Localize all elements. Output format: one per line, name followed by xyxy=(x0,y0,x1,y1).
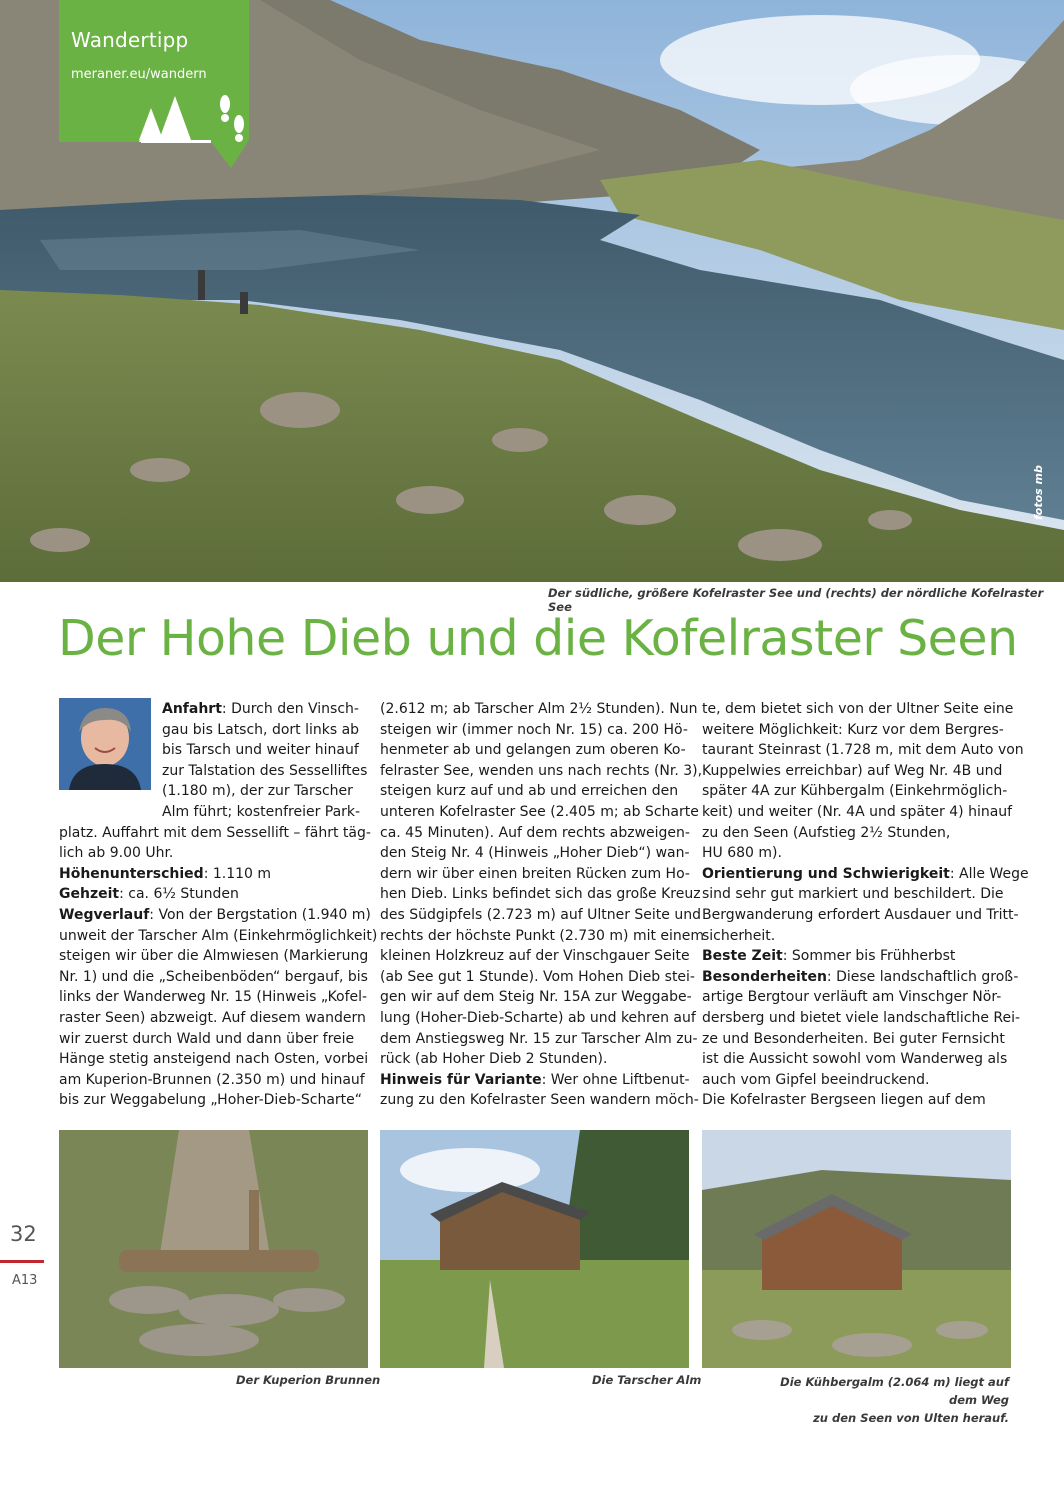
page-issue: A13 xyxy=(12,1273,38,1288)
label-orientierung: Orientierung und Schwierigkeit xyxy=(702,865,950,882)
badge-shape xyxy=(59,0,249,170)
photo-caption-3: Die Kühbergalm (2.064 m) liegt auf dem Weg zu den Seen von Ulten herauf. xyxy=(780,1375,1009,1425)
photo-kuehbergalm xyxy=(702,1130,1011,1368)
label-anfahrt: Anfahrt xyxy=(162,701,222,717)
label-gehzeit: Gehzeit xyxy=(59,886,120,903)
wandertipp-badge xyxy=(59,0,249,170)
badge-url[interactable]: meraner.eu/wandern xyxy=(71,67,207,82)
article-column-2: (2.612 m; ab Tarscher Alm 2½ Stunden). Nun steigen wir (immer noch Nr. 15) ca. 200 Hö- henmeter ab und gelangen zum oberen Ko- felraster See, wenden uns nach rechts (Nr. 3), steigen kurz auf und ab und erreichen den unteren Kofelraster See (2.405 m; ab Scharte ca. 45 Minuten). Auf dem rechts abzweigen- den Steig Nr. 4 (Hinweis „Hoher Dieb“) wan- dern wir über einen breiten Rücken zum Ho- hen Dieb. Links befindet sich das große Kreuz des Südgipfels (2.723 m) auf Ultner Seite und rechts der höchste Punkt (2.730 m) mit einem kleinen Holzkreuz auf der Vinschgauer Seite (ab See gut 1 Stunde). Vom Hohen Dieb stei- gen wir auf dem Steig Nr. 15A zur Weggabe- lung (Hoher-Dieb-Scharte) ab und kehren auf dem Anstiegsweg Nr. 15 zur Tarscher Alm zu- rück (ab Hoher Dieb 2 Stunden). Hinweis für Variante: Wer ohne Liftbenut- zung zu den Kofelraster Seen wandern möch- xyxy=(380,701,705,1109)
photo-tarscher-alm xyxy=(380,1130,689,1368)
label-wegverlauf: Wegverlauf xyxy=(59,906,150,923)
label-hinweis-variante: Hinweis für Variante xyxy=(380,1071,542,1088)
page-number: 32 xyxy=(10,1222,37,1246)
photo-kuperion-brunnen xyxy=(59,1130,368,1368)
article-column-3: te, dem bietet sich von der Ultner Seite eine weitere Möglichkeit: Kurz vor dem Bergres- taurant Steinrast (1.728 m, mit dem Auto von Kuppelwies erreichbar) auf Weg Nr. 4B und später 4A zur Kühbergalm (Einkehrmöglich- keit) und weiter (Nr. 4A und später 4) hinauf zu den Seen (Aufstieg 2½ Stunden, HU 680 m). Orientierung und Schwierigkeit: Alle Wege sind sehr gut markiert und beschildert. Die Bergwanderung erfordert Ausdauer und Tritt- sicherheit. Beste Zeit: Sommer bis Frühherbst Besonderheiten: Diese landschaftlich groß- artige Bergtour verläuft am Vinschger Nör- dersberg und bietet viele landschaftliche Rei- ze und Besonderheiten. Bei guter Fernsicht ist die Aussicht sowohl vom Wanderweg als auch vom Gipfel beeindruckend. Die Kofelraster Bergseen liegen auf dem xyxy=(702,701,1029,1109)
label-hoehenunterschied: Höhenunterschied xyxy=(59,865,204,882)
photo-caption-2: Die Tarscher Alm xyxy=(592,1373,702,1387)
page-number-bar xyxy=(0,1260,44,1263)
badge-title: Wandertipp xyxy=(71,28,189,52)
page-title: Der Hohe Dieb und die Kofelraster Seen xyxy=(58,610,1018,667)
label-beste-zeit: Beste Zeit xyxy=(702,948,783,965)
label-besonderheiten: Besonderheiten xyxy=(702,968,827,985)
photo-credit: fotos mb xyxy=(1032,465,1045,520)
hero-caption: Der südliche, größere Kofelraster See und (rechts) der nördliche Kofelraster See xyxy=(548,586,1044,614)
photo-caption-1: Der Kuperion Brunnen xyxy=(236,1373,381,1387)
hero-photo xyxy=(0,0,1064,582)
article-column-1: Anfahrt: Durch den Vinsch- gau bis Latsch, dort links ab bis Tarsch und weiter hinauf zur Talstation des Sesselliftes (1.180 m), der zur Tarscher Alm führt; kostenfreier Park- platz. Auffahrt mit dem Sessellift – fährt täg- lich ab 9.00 Uhr. Höhenunterschied: 1.110 m Gehzeit: ca. 6½ Stunden Wegverlauf: Von der Bergstation (1.940 m) unweit der Tarscher Alm (Einkehrmöglichkeit) steigen wir über die Almwiesen (Markierung Nr. 1) und die „Scheibenböden“ bergauf, bis links der Wanderweg Nr. 15 (Hinweis „Kofel- raster Seen) abzweigt. Auf diesem wandern wir zuerst durch Wald und dann über freie Hänge stetig ansteigend nach Osten, vorbei am Kuperion-Brunnen (2.350 m) und hinauf bis zur Weggabelung „Hoher-Dieb-Scharte“ xyxy=(59,701,378,1109)
